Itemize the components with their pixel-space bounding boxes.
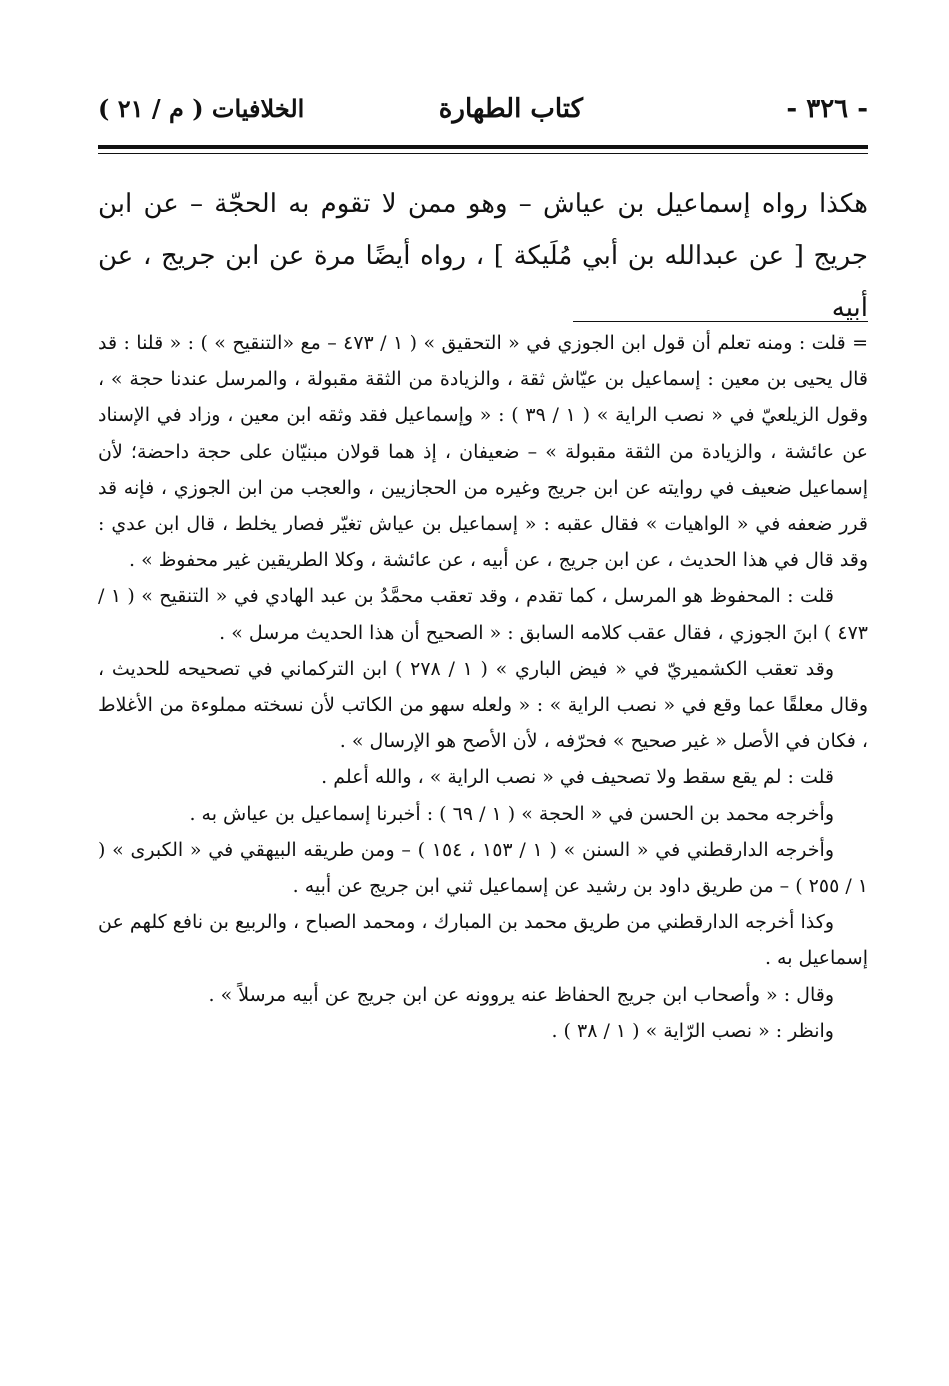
footnote-paragraph: وقد تعقب الكشميريّ في « فيض الباري » ( ١ / ٢٧٨ ) ابن التركماني في تصحيحه للحديث ، وقال معلقًا عما وقع في « نصب الراية » : « ولعله سهو من الكاتب لأن نسخته مملوءة من الأغلاط ، فكان في الأصل « غير صحيح » فحرّفه ، لأن الأصح هو الإرسال » . — [98, 657, 868, 753]
footnote-paragraph: وانظر : « نصب الرّاية » ( ١ / ٣٨ ) . — [551, 1019, 834, 1042]
footnote-paragraph: = قلت : ومنه تعلم أن قول ابن الجوزي في « التحقيق » ( ١ / ٤٧٣ – مع «التنقيح » ) : « قلنا : قد قال يحيى بن معين : إسماعيل بن عيّاش ثقة ، والزيادة من الثقة مقبولة ، والمرسل عندنا حجة » ، وقول الزيلعيّ في « نصب الراية » ( ١ / ٣٩ ) : « وإسماعيل فقد وثقه ابن معين ، وزاد في الإسناد عن عائشة ، والزيادة من الثقة مقبولة » – ضعيفان ، إذ هما قولان مبنيّان على حجة داحضة؛ لأن إسماعيل ضعيف في روايته عن ابن جريج وغيره من الحجازيين ، والعجب من ابن الجوزي ، فإنه قد قرر ضعفه في « الواهيات » فقال عقبه : « إسماعيل بن عياش تغيّر فصار يخلط ، قال ابن عدي : وقد قال في هذا الحديث ، عن ابن جريج ، عن أبيه ، عن عائشة ، وكلا الطريقين غير محفوظ » . — [98, 332, 869, 572]
footnote-paragraph: وأخرجه الدارقطني في « السنن » ( ١ / ١٥٣ ، ١٥٤ ) – ومن طريقه البيهقي في « الكبرى » ( ١ / ٢٥٥ ) – من طريق داود بن رشيد عن إسماعيل ثني ابن جريج عن أبيه . — [98, 838, 868, 898]
footnote-paragraph: وأخرجه محمد بن الحسن في « الحجة » ( ١ / ٦٩ ) : أخبرنا إسماعيل بن عياش به . — [189, 802, 834, 825]
book-title: كتاب الطهارة — [438, 94, 583, 124]
header-rule-thin — [98, 153, 868, 154]
main-paragraph: هكذا رواه إسماعيل بن عياش – وهو ممن لا تقوم به الحجّة – عن ابن جريج [ عن عبدالله بن أبي مُلَيكة ] ، رواه أيضًا مرة عن ابن جريج ، عن أبيه — [98, 189, 868, 323]
footnote-paragraph: قلت : المحفوظ هو المرسل ، كما تقدم ، وقد تعقب محمَّدُ بن عبد الهادي في « التنقيح » ( ١ / ٤٧٣ ) ابنَ الجوزي ، فقال عقب كلامه السابق : « الصحيح أن هذا الحديث مرسل » . — [98, 585, 868, 644]
header-rule-thick — [98, 145, 868, 149]
footnote-paragraph: قلت : لم يقع سقط ولا تصحيف في « نصب الراية » ، والله أعلم . — [321, 766, 834, 789]
main-text — [98, 178, 868, 334]
footnote-paragraph: وكذا أخرجه الدارقطني من طريق محمد بن المبارك ، ومحمد الصباح ، والربيع بن نافع كلهم عن إسماعيل به . — [98, 911, 868, 970]
footnote-paragraph: وقال : « وأصحاب ابن جريج الحفاظ عنه يروونه عن ابن جريج عن أبيه مرسلاً » . — [208, 983, 834, 1006]
footnotes — [98, 325, 868, 1049]
page-number: - ٣٢٦ - — [786, 94, 868, 124]
page-header — [98, 92, 868, 132]
section-reference: الخلافيات ( م / ٢١ ) — [98, 94, 305, 123]
footnote-separator — [573, 321, 868, 322]
